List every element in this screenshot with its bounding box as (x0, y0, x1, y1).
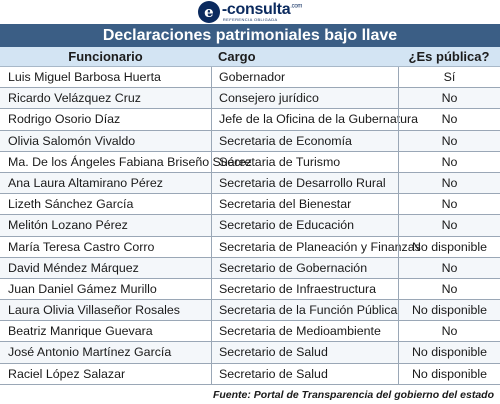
cell-funcionario: María Teresa Castro Corro (8, 239, 155, 254)
cell-cargo: Secretaria de Economía (211, 131, 398, 151)
table-header (0, 47, 500, 67)
cell-cargo: Secretaria de Turismo (211, 152, 398, 172)
table-row (0, 173, 500, 194)
cell-publica: No disponible (398, 237, 500, 257)
table-row (0, 279, 500, 300)
cell-cargo: Consejero jurídico (211, 88, 398, 108)
cell-funcionario: Raciel López Salazar (8, 366, 126, 381)
column-header-funcionario: Funcionario (68, 49, 143, 64)
cell-publica: No (398, 88, 500, 108)
cell-funcionario: Ricardo Velázquez Cruz (8, 91, 141, 106)
table-row (0, 300, 500, 321)
cell-publica: No (398, 194, 500, 214)
logo-mark: e (198, 1, 220, 23)
cell-publica: No (398, 258, 500, 278)
cell-publica: No (398, 131, 500, 151)
table-row (0, 152, 500, 173)
cell-funcionario: Laura Olivia Villaseñor Rosales (8, 303, 180, 318)
cell-funcionario: Lizeth Sánchez García (8, 197, 134, 212)
cell-cargo: Secretaria de Medioambiente (211, 321, 398, 341)
cell-cargo: Secretario de Salud (211, 342, 398, 362)
table-row (0, 194, 500, 215)
table-row (0, 342, 500, 363)
cell-funcionario: José Antonio Martínez García (8, 345, 172, 360)
cell-publica: No (398, 279, 500, 299)
table-row (0, 131, 500, 152)
cell-funcionario: Ana Laura Altamirano Pérez (8, 175, 163, 190)
cell-publica: No (398, 109, 500, 129)
table-row (0, 215, 500, 236)
logo-tagline: REFERENCIA OBLIGADA (222, 17, 278, 22)
table-row (0, 88, 500, 109)
table-row (0, 109, 500, 130)
logo-wrap (198, 1, 302, 23)
table-row (0, 237, 500, 258)
table-row (0, 364, 500, 385)
cell-cargo: Secretaria de Desarrollo Rural (211, 173, 398, 193)
table-row (0, 321, 500, 342)
cell-funcionario: Beatriz Manrique Guevara (8, 324, 153, 339)
logo-text (222, 2, 302, 22)
logo (0, 0, 500, 24)
cell-publica: No (398, 215, 500, 235)
cell-cargo: Jefe de la Oficina de la Gubernatura (211, 109, 398, 129)
table-body (0, 67, 500, 385)
cell-cargo: Secretaria del Bienestar (211, 194, 398, 214)
table-row (0, 258, 500, 279)
logo-name-text: -consulta (221, 1, 291, 18)
table-title: Declaraciones patrimoniales bajo llave (0, 24, 500, 47)
cell-funcionario: Melitón Lozano Pérez (8, 218, 128, 233)
cell-cargo: Secretario de Infraestructura (211, 279, 398, 299)
cell-publica: No (398, 321, 500, 341)
cell-cargo: Secretario de Gobernación (211, 258, 398, 278)
cell-publica: No disponible (398, 364, 500, 384)
table-row (0, 67, 500, 88)
cell-funcionario: Ma. De los Ángeles Fabiana Briseño Suárez (8, 154, 252, 169)
cell-publica: Sí (398, 67, 500, 87)
cell-cargo: Secretaria de la Función Pública (211, 300, 398, 320)
cell-publica: No (398, 173, 500, 193)
cell-cargo: Secretaria de Planeación y Finanzas (211, 237, 398, 257)
cell-publica: No disponible (398, 342, 500, 362)
column-header-cargo: Cargo (218, 49, 256, 64)
source-note: Fuente: Portal de Transparencia del gobierno del estado (212, 389, 494, 401)
column-header-publica: ¿Es pública? (408, 49, 490, 64)
cell-cargo: Secretario de Salud (211, 364, 398, 384)
cell-cargo: Secretario de Educación (211, 215, 398, 235)
cell-funcionario: Olivia Salomón Vivaldo (8, 133, 136, 148)
logo-name (222, 2, 302, 18)
cell-funcionario: David Méndez Márquez (8, 260, 139, 275)
logo-tld: .com (290, 3, 303, 10)
cell-cargo: Gobernador (211, 67, 398, 87)
cell-publica: No disponible (398, 300, 500, 320)
cell-funcionario: Rodrigo Osorio Díaz (8, 112, 121, 127)
cell-funcionario: Luis Miguel Barbosa Huerta (8, 70, 161, 84)
cell-funcionario: Juan Daniel Gámez Murillo (8, 281, 157, 296)
cell-publica: No (398, 152, 500, 172)
